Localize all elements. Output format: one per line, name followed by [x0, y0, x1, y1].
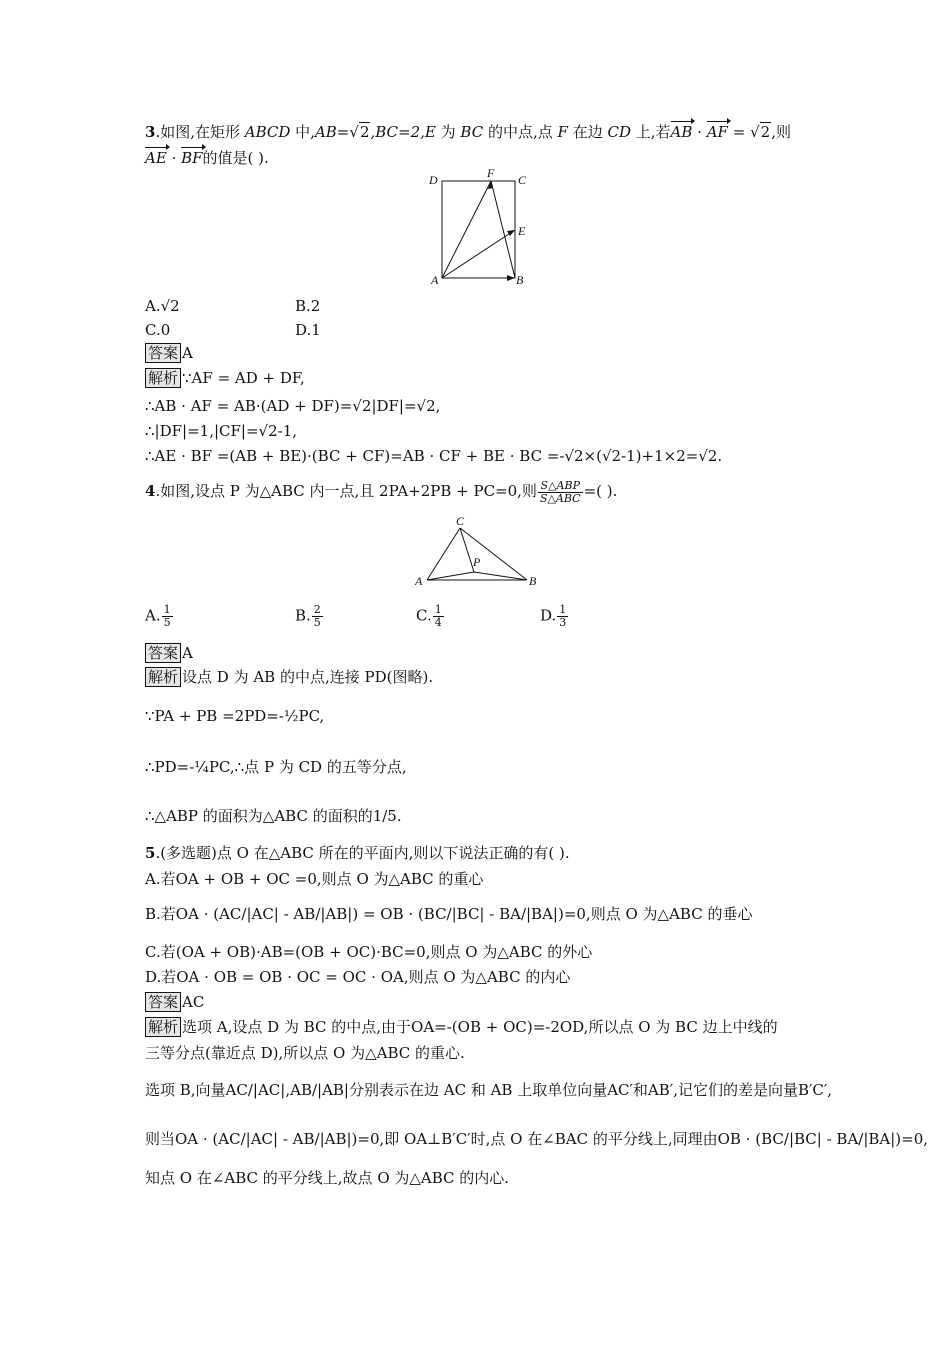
- vector-ab: AB: [671, 120, 693, 142]
- q5-analysis-line2: 三等分点(靠近点 D),所以点 O 为△ABC 的重心.: [145, 1044, 465, 1062]
- label-e: E: [518, 224, 526, 238]
- q5-analysis-line1: 解析 选项 A,设点 D 为 BC 的中点,由于OA=-(OB + OC)=-2OD,所以点 O 为 BC 边上中线的: [145, 1017, 778, 1037]
- q3-stem-line1: 3.如图,在矩形 ABCD 中,AB=√2,BC=2,E 为 BC 的中点,点 F 在边 CD 上,若AB · AF = √2,则: [145, 120, 791, 142]
- q5-answer: [145, 992, 204, 1012]
- q4-answer: [145, 643, 193, 663]
- q3-option-b: B.2: [295, 297, 321, 315]
- analysis-tag: 解析: [145, 1017, 181, 1037]
- label-c: C: [518, 173, 527, 187]
- q4-analysis-line3: ∴PD=-¼PC,∴点 P 为 CD 的五等分点,: [145, 758, 407, 776]
- q4-analysis-line4: ∴△ABP 的面积为△ABC 的面积的1/5.: [145, 807, 402, 825]
- q4-number: 4: [145, 482, 156, 500]
- q3-option-d: D.1: [295, 321, 321, 339]
- area-ratio-fraction: $\frac{\text{S△ABP}}{\text{S△ABC}}$: [539, 478, 581, 505]
- answer-tag: 答案: [145, 992, 181, 1012]
- q5-option-a: A.若OA + OB + OC =0,则点 O 为△ABC 的重心: [145, 870, 484, 888]
- q5-option-b: B.若OA · (AC/|AC| - AB/|AB|) = OB · (BC/|BC| - BA/|BA|)=0,则点 O 为△ABC 的垂心: [145, 905, 753, 923]
- q4-analysis-line1: 解析 设点 D 为 AB 的中点,连接 PD(图略).: [145, 667, 433, 687]
- sqrt-symbol: √2: [349, 123, 370, 141]
- label-c: C: [456, 514, 465, 528]
- label-b: B: [529, 574, 537, 588]
- q3-answer: [145, 343, 193, 363]
- answer-value: AC: [182, 993, 205, 1011]
- analysis-tag: 解析: [145, 368, 181, 388]
- vector-af: AF: [707, 120, 728, 142]
- q4-option-a: A. $\frac{1}{5}$: [145, 603, 171, 629]
- label-f: F: [487, 166, 495, 180]
- label-a: A: [415, 574, 423, 588]
- label-b: B: [516, 273, 524, 287]
- analysis-tag: 解析: [145, 667, 181, 687]
- answer-tag: 答案: [145, 643, 181, 663]
- q3-option-a: A.√2: [145, 297, 180, 315]
- q5-number: 5: [145, 844, 156, 862]
- q3-number: 3: [145, 123, 156, 141]
- q4-option-d: D. $\frac{1}{3}$: [540, 603, 567, 629]
- q5-analysis-line3: 选项 B,向量AC/|AC|,AB/|AB|分别表示在边 AC 和 AB 上取单位向量AC′和AB′,记它们的差是向量B′C′,: [145, 1081, 833, 1099]
- q5-stem: 5.(多选题)点 O 在△ABC 所在的平面内,则以下说法正确的有( ).: [145, 844, 570, 862]
- answer-tag: 答案: [145, 343, 181, 363]
- q4-analysis-line2: ∵PA + PB =2PD=-½PC,: [145, 707, 325, 725]
- label-a: A: [431, 273, 439, 287]
- answer-value: A: [182, 344, 193, 362]
- q3-stem-line2: AE · BF的值是( ).: [145, 146, 269, 168]
- label-p: P: [473, 555, 481, 569]
- q3-analysis-line2: ∴AB · AF = AB·(AD + DF)=√2|DF|=√2,: [145, 397, 441, 415]
- q3-analysis-line1: 解析 ∵AF = AD + DF,: [145, 368, 305, 388]
- q5-analysis-line4: 则当OA · (AC/|AC| - AB/|AB|)=0,即 OA⊥B′C′时,点 O 在∠BAC 的平分线上,同理由OB · (BC/|BC| - BA/|BA|)=0,: [145, 1130, 929, 1148]
- q3-analysis-line4: ∴AE · BF =(AB + BE)·(BC + CF)=AB · CF + BE · BC =-√2×(√2-1)+1×2=√2.: [145, 447, 723, 465]
- q3-analysis-line3: ∴|DF|=1,|CF|=√2-1,: [145, 422, 298, 440]
- q3-option-c: C.0: [145, 321, 171, 339]
- answer-value: A: [182, 644, 193, 662]
- q5-option-c: C.若(OA + OB)·AB=(OB + OC)·BC=0,则点 O 为△ABC 的外心: [145, 943, 593, 961]
- q4-option-b: B. $\frac{2}{5}$: [295, 603, 321, 629]
- q4-stem: 4.如图,设点 P 为△ABC 内一点,且 2PA+2PB + PC=0,则 $\frac{\text{S△ABP}}{\text{S△ABC}}$ =( ).: [145, 478, 618, 505]
- label-d: D: [429, 173, 438, 187]
- q3-rectangle-figure: [422, 166, 532, 288]
- q4-option-c: C. $\frac{1}{4}$: [416, 603, 442, 629]
- q5-analysis-line5: 知点 O 在∠ABC 的平分线上,故点 O 为△ABC 的内心.: [145, 1169, 510, 1187]
- q4-triangle-figure: [410, 514, 545, 590]
- q5-option-d: D.若OA · OB = OB · OC = OC · OA,则点 O 为△ABC 的内心: [145, 968, 571, 986]
